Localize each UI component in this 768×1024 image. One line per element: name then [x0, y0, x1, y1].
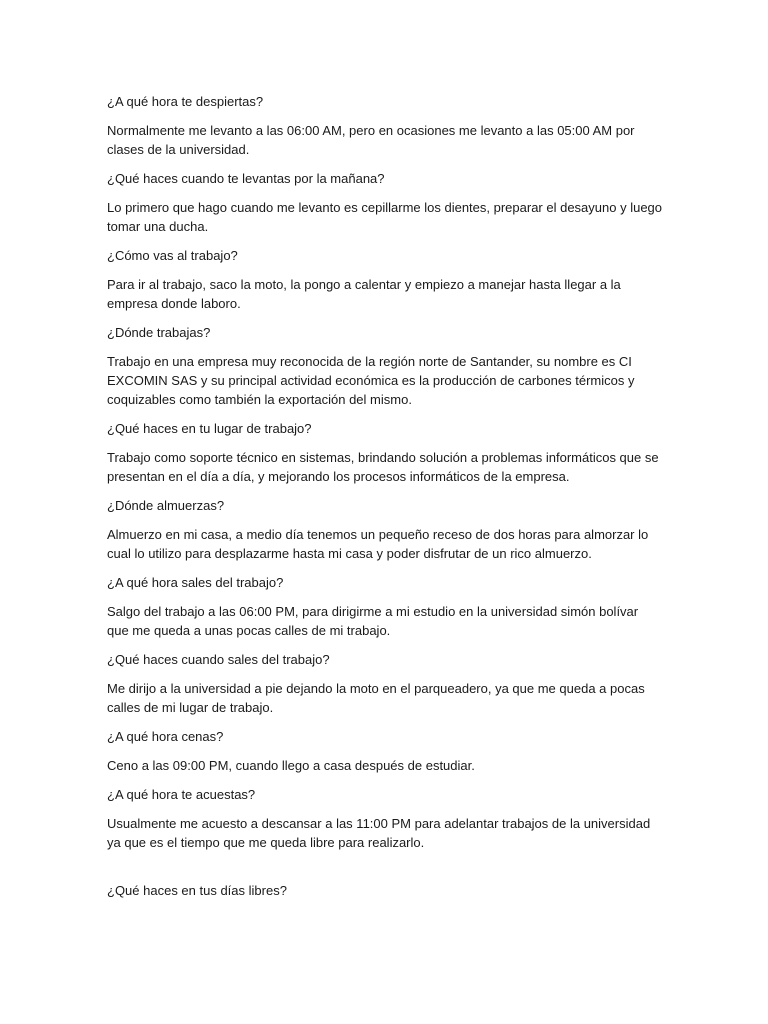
question-7: ¿A qué hora sales del trabajo? — [107, 575, 284, 590]
answer-10: Usualmente me acuesto a descansar a las 11:00 PM para adelantar trabajos de la universidad ya que es el tiempo que me queda libre para realizarlo. — [107, 816, 651, 850]
answer-4: Trabajo en una empresa muy reconocida de la región norte de Santander, su nombre es CI EXCOMIN SAS y su principal actividad económica es la producción de carbones térmicos y coquizables como también la exportación del mismo. — [107, 354, 635, 407]
question-9: ¿A qué hora cenas? — [107, 729, 224, 744]
answer-8: Me dirijo a la universidad a pie dejando la moto en el parqueadero, ya que me queda a pocas calles de mi lugar de trabajo. — [107, 681, 645, 715]
answer-2: Lo primero que hago cuando me levanto es cepillarme los dientes, preparar el desayuno y luego tomar una ducha. — [107, 200, 663, 234]
question-10: ¿A qué hora te acuestas? — [107, 787, 256, 802]
question-5: ¿Qué haces en tu lugar de trabajo? — [107, 421, 312, 436]
document-body — [107, 92, 663, 910]
answer-1: Normalmente me levanto a las 06:00 AM, pero en ocasiones me levanto a las 05:00 AM por clases de la universidad. — [107, 123, 635, 157]
answer-3: Para ir al trabajo, saco la moto, la pongo a calentar y empiezo a manejar hasta llegar a la empresa donde laboro. — [107, 277, 621, 311]
answer-6: Almuerzo en mi casa, a medio día tenemos un pequeño receso de dos horas para almorzar lo cual lo utilizo para desplazarme hasta mi casa y poder disfrutar de un rico almuerzo. — [107, 527, 649, 561]
question-3: ¿Cómo vas al trabajo? — [107, 248, 238, 263]
answer-7: Salgo del trabajo a las 06:00 PM, para dirigirme a mi estudio en la universidad simón bolívar que me queda a unas pocas calles de mi trabajo. — [107, 604, 639, 638]
question-8: ¿Qué haces cuando sales del trabajo? — [107, 652, 330, 667]
question-final: ¿Qué haces en tus días libres? — [107, 883, 287, 898]
question-4: ¿Dónde trabajas? — [107, 325, 211, 340]
answer-9: Ceno a las 09:00 PM, cuando llego a casa después de estudiar. — [107, 758, 475, 773]
question-1: ¿A qué hora te despiertas? — [107, 94, 264, 109]
answer-5: Trabajo como soporte técnico en sistemas, brindando solución a problemas informáticos que se presentan en el día a día, y mejorando los procesos informáticos de la empresa. — [107, 450, 659, 484]
question-6: ¿Dónde almuerzas? — [107, 498, 225, 513]
question-2: ¿Qué haces cuando te levantas por la mañana? — [107, 171, 385, 186]
